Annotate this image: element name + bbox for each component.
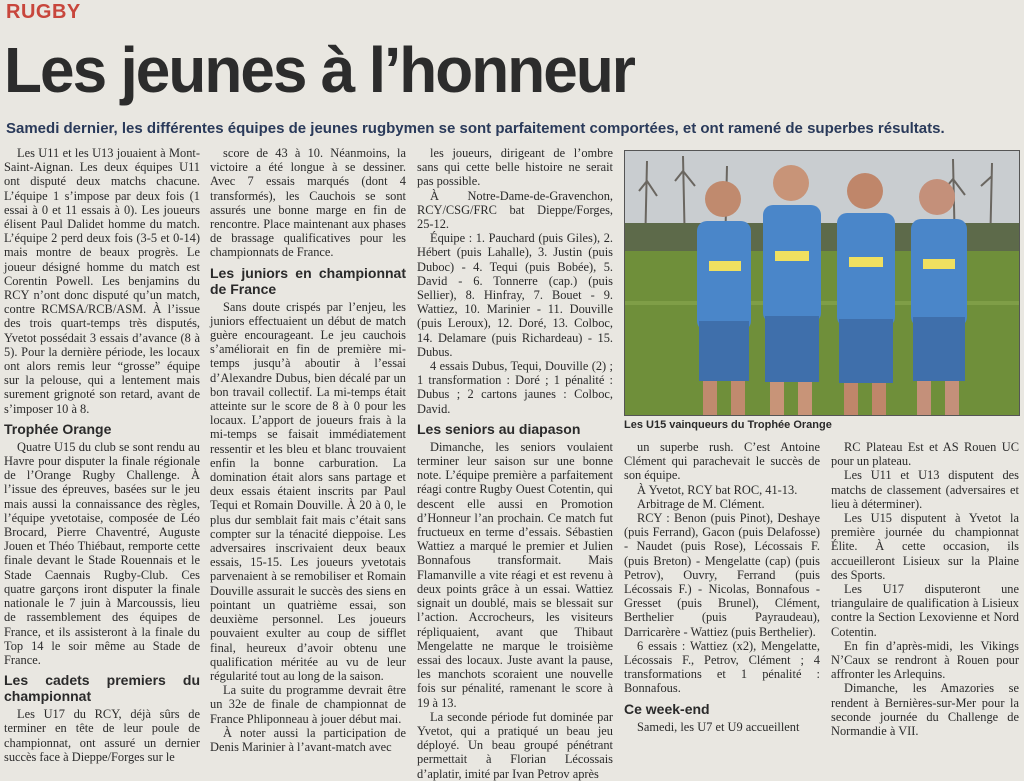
subheading-trophee-orange: Trophée Orange [4,420,112,437]
paragraph: les joueurs, dirigeant de l’ombre sans qui cette belle histoire ne serait pas possible. [417,146,613,189]
article-column-2 [210,146,406,754]
paragraph: Les U15 disputent à Yvetot la première journée du championnat Élite. À cette occasion, ils accueilleront Lisieux sur la Plaine des Sports. [831,511,1019,582]
article-column-5 [831,440,1019,746]
article-column-4 [624,440,820,746]
team-photo [624,150,1020,416]
paragraph: RC Plateau Est et AS Rouen UC pour un plateau. [831,440,1019,469]
team-photo-illustration [625,151,1019,415]
paragraph: score de 43 à 10. Néanmoins, la victoire a été longue à se dessiner. Avec 7 essais marqués (dont 4 transformés), les Cauchois se sont assurés une bonne marge en fin de rencontre. Place maintenant aux phases de brassage qualificatives pour les championnats de France. [210,146,406,260]
paragraph: La seconde période fut dominée par Yvetot, qui a pratiqué un beau jeu déployé. Un beau groupé pénétrant permettait à Florian Lécossais d’aplatir, imité par Ivan Petrov après [417,709,613,781]
paragraph: Sans doute crispés par l’enjeu, les juniors effectuaient un début de match guère encourageant. Le jeu cauchois s’améliorait en fin de première mi-temps jusqu’à aboutir à l’essai d’Alexandre Dubus, bien décalé par un bon travail collectif. La mi-temps était atteinte sur le score de 8 à 0 pour les locaux. L’apport de joueurs frais à la mi-temps se faisait immédiatement ressentir et les bleu et blanc trouvaient enfin la bonne carburation. La domination était alors sans partage et deux essais étaient inscrits par Paul Tequi et Romain Douville. À 20 à 0, le plus dur semblait fait mais c’était sans compter sur la ténacité dieppoise. Les adversaires inscrivaient deux beaux essais, 15-15. Les joueurs yvetotais parvenaient à se remobiliser et Romain Douville assurait le succès des siens en pointant un quatrième essai, son deuxième personnel. Les joueurs pouvaient exulter au coup de sifflet final, heureux d’avoir obtenu une qualification méritée au vu de leur régularité tout au long de la saison. [210,299,406,683]
paragraph: En fin d’après-midi, les Vikings N’Caux se rendront à Rouen pour affronter les Arlequins. [831,638,1019,682]
section-label: RUGBY [6,1,81,23]
paragraph: À noter aussi la participation de Denis Marinier à l’avant-match avec [210,725,406,754]
lede: Samedi dernier, les différentes équipes de jeunes rugbymen se sont parfaitement comportées, et ont ramené de superbes résultats. [6,120,945,137]
paragraph: 4 essais Dubus, Tequi, Douville (2) ; 1 transformation : Doré ; 1 pénalité : Dubus ; 2 cartons jaunes : Colboc, David. [417,359,613,416]
subheading-week-end: Ce week-end [624,700,710,717]
article-column-3 [417,146,613,781]
paragraph: Quatre U15 du club se sont rendu au Havre pour disputer la finale régionale de l’Orange Rugby Challenge. À l’issue des épreuves, basées sur le jeu mais aussi la connaissance des règles, l’équipe yvetotaise, composée de Léo Brocard, Pierre Chaventré, Auguste Jouen et Théo Thiébaut, remporte cette finale devant le Stade Rouennais et le Stade Caennais Rugby-Club. Ces quatre garçons iront disputer la finale nationale le 7 juin à Marcoussis, lieu de rassemblement des équipes de France, et ils assisteront à la finale du Top 14 le soir même au Stade de France. [4,439,200,667]
paragraph: Les U11 et les U13 jouaient à Mont-Saint-Aignan. Les deux équipes U11 ont disputé deux matchs chacune. L’équipe 1 s’impose par deux fois (1 essai à 0 et 11 essais à 0). Les joueurs élisent Paul Dalidet homme du match. L’équipe 2 perd deux fois (3-5 et 0-14) mais montre de beaux progrès. Le joueur désigné homme du match est Corentin Powell. Les benjamins du RCY n’ont donc disputé qu’un match, contre RCMSA/RCB/ASM. À l’issue des trois quart-temps très disputés, Yvetot possédait 3 essais d’avance (8 à 5). Pour la dernière période, les locaux ont alors remis leur “grosse” équipe sur la pelouse, qui a lentement mais surement grignoté son retard, avant de s’imposer 10 à 8. [4,146,200,416]
paragraph: 6 essais : Wattiez (x2), Mengelatte, Lécossais F., Petrov, Clément ; 4 transformations et 1 pénalité : Bonnafous. [624,638,820,696]
paragraph: Équipe : 1. Pauchard (puis Giles), 2. Hébert (puis Lahalle), 3. Justin (puis Duboc) - 4. Tequi (puis Bobée), 5. David - 6. Tonnerre (cap.) (puis Sellier), 8. Hinfray, 7. Bouet - 9. Wattiez, 10. Marinier - 11. Douville (puis Leroux), 12. Doré, 13. Colboc, 14. Delamare (puis Richardeau) - 15. Dubus. [417,231,613,359]
subheading-juniors: Les juniors en championnat de France [210,264,406,297]
paragraph: Les U11 et U13 disputent des matchs de classement (adversaires et lieu à déterminer). [831,468,1019,511]
paragraph: Les U17 disputeront une triangulaire de qualification à Lisieux contre la Section Lexovienne et Nord Cotentin. [831,582,1019,639]
headline: Les jeunes à l’honneur [4,34,635,106]
paragraph: Dimanche, les seniors voulaient terminer leur saison sur une bonne note. L’équipe première a parfaitement réagi contre Rugby Ouest Cotentin, qui descent elle aussi en Promotion d’Honneur l’an prochain. Ce match fut fructueux en terme d’essais. Sébastien Wattiez a marqué le premier et Julien Bonnafous transformait. Mais Flamanville a vite réagi et est revenu à deux points grâce à un essai. Wattiez signait un doublé, mais se blessait sur l’action. Accrocheurs, les visiteurs répliquaient, avant que Thibaut Mengelatte ne marque le troisième essai des locaux. Juste avant la pause, les manchots scoraient une nouvelle fois sur pénalité, ramenant le score à 19 à 13. [417,439,613,710]
paragraph: À Yvetot, RCY bat ROC, 41-13. [637,482,798,497]
paragraph: Samedi, les U7 et U9 accueillent [637,719,800,734]
subheading-seniors: Les seniors au diapason [417,420,581,437]
photo-caption: Les U15 vainqueurs du Trophée Orange [624,419,832,431]
paragraph: un superbe rush. C’est Antoine Clément qui parachevait le succès de son équipe. [624,440,820,483]
paragraph: À Notre-Dame-de-Gravenchon, RCY/CSG/FRC bat Dieppe/Forges, 25-12. [417,188,613,232]
paragraph: RCY : Benon (puis Pinot), Deshaye (puis Ferrand), Gacon (puis Delafosse) - Naudet (puis Rose), Lécossais F. (puis Breton) - Mengelatte (cap) (puis Petrov), Ouvry, Ferrand (puis Lécossais F.) - Nicolas, Bonnafous - Gresset (puis Brunel), Clément, Berthelier (puis Payraudeau), Darricarère - Wattiez (puis Berthelier). [624,511,820,639]
subheading-cadets: Les cadets premiers du championnat [4,672,200,705]
paragraph: Dimanche, les Amazories se rendent à Bernières-sur-Mer pour la seconde journée du Challenge de Normandie à VII. [831,681,1019,739]
paragraph: La suite du programme devrait être un 32e de finale de championnat de France Phliponneau à jouer début mai. [210,683,406,726]
paragraph: Arbitrage de M. Clément. [637,496,765,511]
article-column-1 [4,146,200,764]
paragraph: Les U17 du RCY, déjà sûrs de terminer en tête de leur poule de championnat, ont assuré un dernier succès face à Dieppe/Forges sur le [4,707,200,764]
